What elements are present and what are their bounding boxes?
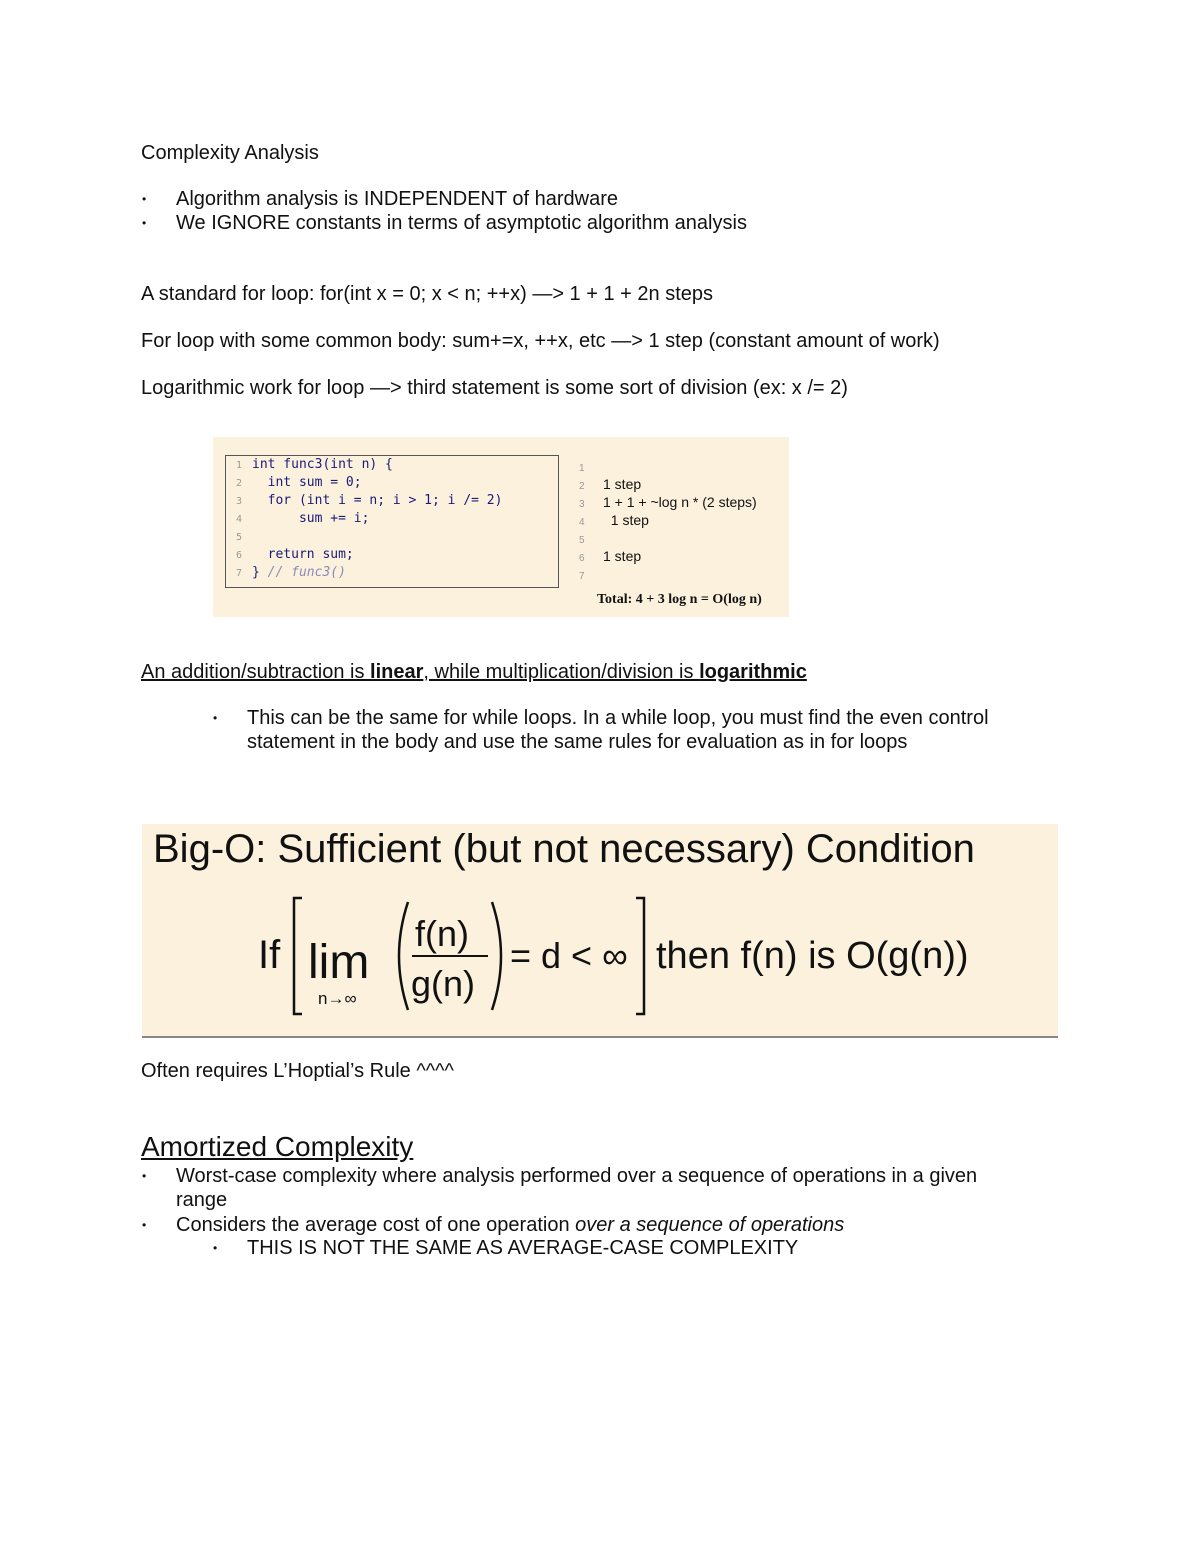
right-paren xyxy=(492,902,501,1010)
code-comment: // func3() xyxy=(267,565,346,580)
step-line: 4 1 step xyxy=(579,512,649,528)
bullet-icon: • xyxy=(213,1241,218,1255)
operation-rule: An addition/subtraction is linear, while multiplication/division is logarithmic xyxy=(141,661,807,683)
code-line: 7 } // func3() xyxy=(235,565,346,580)
bullet-icon: • xyxy=(142,192,147,206)
figure-divider xyxy=(142,1036,1058,1038)
numerator: f(n) xyxy=(415,913,469,954)
step-line: 6 1 step xyxy=(579,548,642,564)
amortized-bullet-1-line-2: range xyxy=(176,1189,228,1211)
amortized-bullet-2: Considers the average cost of one operation over a sequence of operations xyxy=(176,1214,845,1236)
left-bracket xyxy=(294,898,302,1014)
amortized-sub-bullet: THIS IS NOT THE SAME AS AVERAGE-CASE COMPLEXITY xyxy=(247,1237,799,1259)
bullet-icon: • xyxy=(213,711,218,725)
left-paren xyxy=(399,902,408,1010)
while-note-line-2: statement in the body and use the same rules for evaluation as in for loops xyxy=(247,731,908,753)
amortized-heading: Amortized Complexity xyxy=(141,1131,414,1162)
lhopital-note: Often requires L’Hoptial’s Rule ^^^^ xyxy=(141,1060,454,1082)
bullet-icon: • xyxy=(142,216,147,230)
code-line: 3 for (int i = n; i > 1; i /= 2) xyxy=(235,493,503,508)
code-box xyxy=(225,455,559,588)
limit-equals: = d < ∞ xyxy=(510,935,628,976)
code-figure-image xyxy=(213,437,789,617)
linear-term: linear xyxy=(370,661,424,683)
then-clause: then f(n) is O(g(n)) xyxy=(656,935,969,977)
bigo-formula xyxy=(142,884,1058,1034)
code-line: 2 int sum = 0; xyxy=(235,475,362,490)
lim-subscript: n→∞ xyxy=(318,989,357,1008)
bullet-icon: • xyxy=(142,1169,147,1183)
step-line: 1 xyxy=(579,463,585,474)
code-line: 6 return sum; xyxy=(235,547,354,562)
code-line: 4 sum += i; xyxy=(235,511,370,526)
intro-bullet-1: Algorithm analysis is INDEPENDENT of hardware xyxy=(176,188,619,210)
standard-loop-paragraph: A standard for loop: for(int x = 0; x < n; ++x) —> 1 + 1 + 2n steps xyxy=(141,283,713,305)
step-line: 3 1 + 1 + ~log n * (2 steps) xyxy=(579,494,757,510)
bigo-condition-image xyxy=(142,824,1058,1038)
while-note-line-1: This can be the same for while loops. In a while loop, you must find the even control xyxy=(247,707,989,729)
sequence-emphasis: over a sequence of operations xyxy=(575,1214,845,1236)
bullet-icon: • xyxy=(142,1218,147,1232)
right-bracket xyxy=(636,898,644,1014)
step-line: 7 xyxy=(579,571,585,582)
code-line: 5 xyxy=(235,532,243,543)
page-title: Complexity Analysis xyxy=(141,142,319,164)
amortized-bullet-1-line-1: Worst-case complexity where analysis performed over a sequence of operations in a given xyxy=(176,1165,978,1187)
denominator: g(n) xyxy=(411,963,476,1004)
lim-label: lim xyxy=(308,936,370,989)
if-label: If xyxy=(258,933,281,977)
step-line: 2 1 step xyxy=(579,476,642,492)
complexity-total: Total: 4 + 3 log n = O(log n) xyxy=(597,592,762,607)
step-line: 5 xyxy=(579,535,585,546)
logarithmic-paragraph: Logarithmic work for loop —> third statement is some sort of division (ex: x /= 2) xyxy=(141,377,848,399)
common-body-paragraph: For loop with some common body: sum+=x, ++x, etc —> 1 step (constant amount of work) xyxy=(141,330,940,352)
bigo-title: Big-O: Sufficient (but not necessary) Condition xyxy=(153,827,975,871)
intro-bullet-2: We IGNORE constants in terms of asymptotic algorithm analysis xyxy=(176,212,747,234)
code-line: 1 int func3(int n) { xyxy=(235,457,393,472)
logarithmic-term: logarithmic xyxy=(699,661,807,683)
